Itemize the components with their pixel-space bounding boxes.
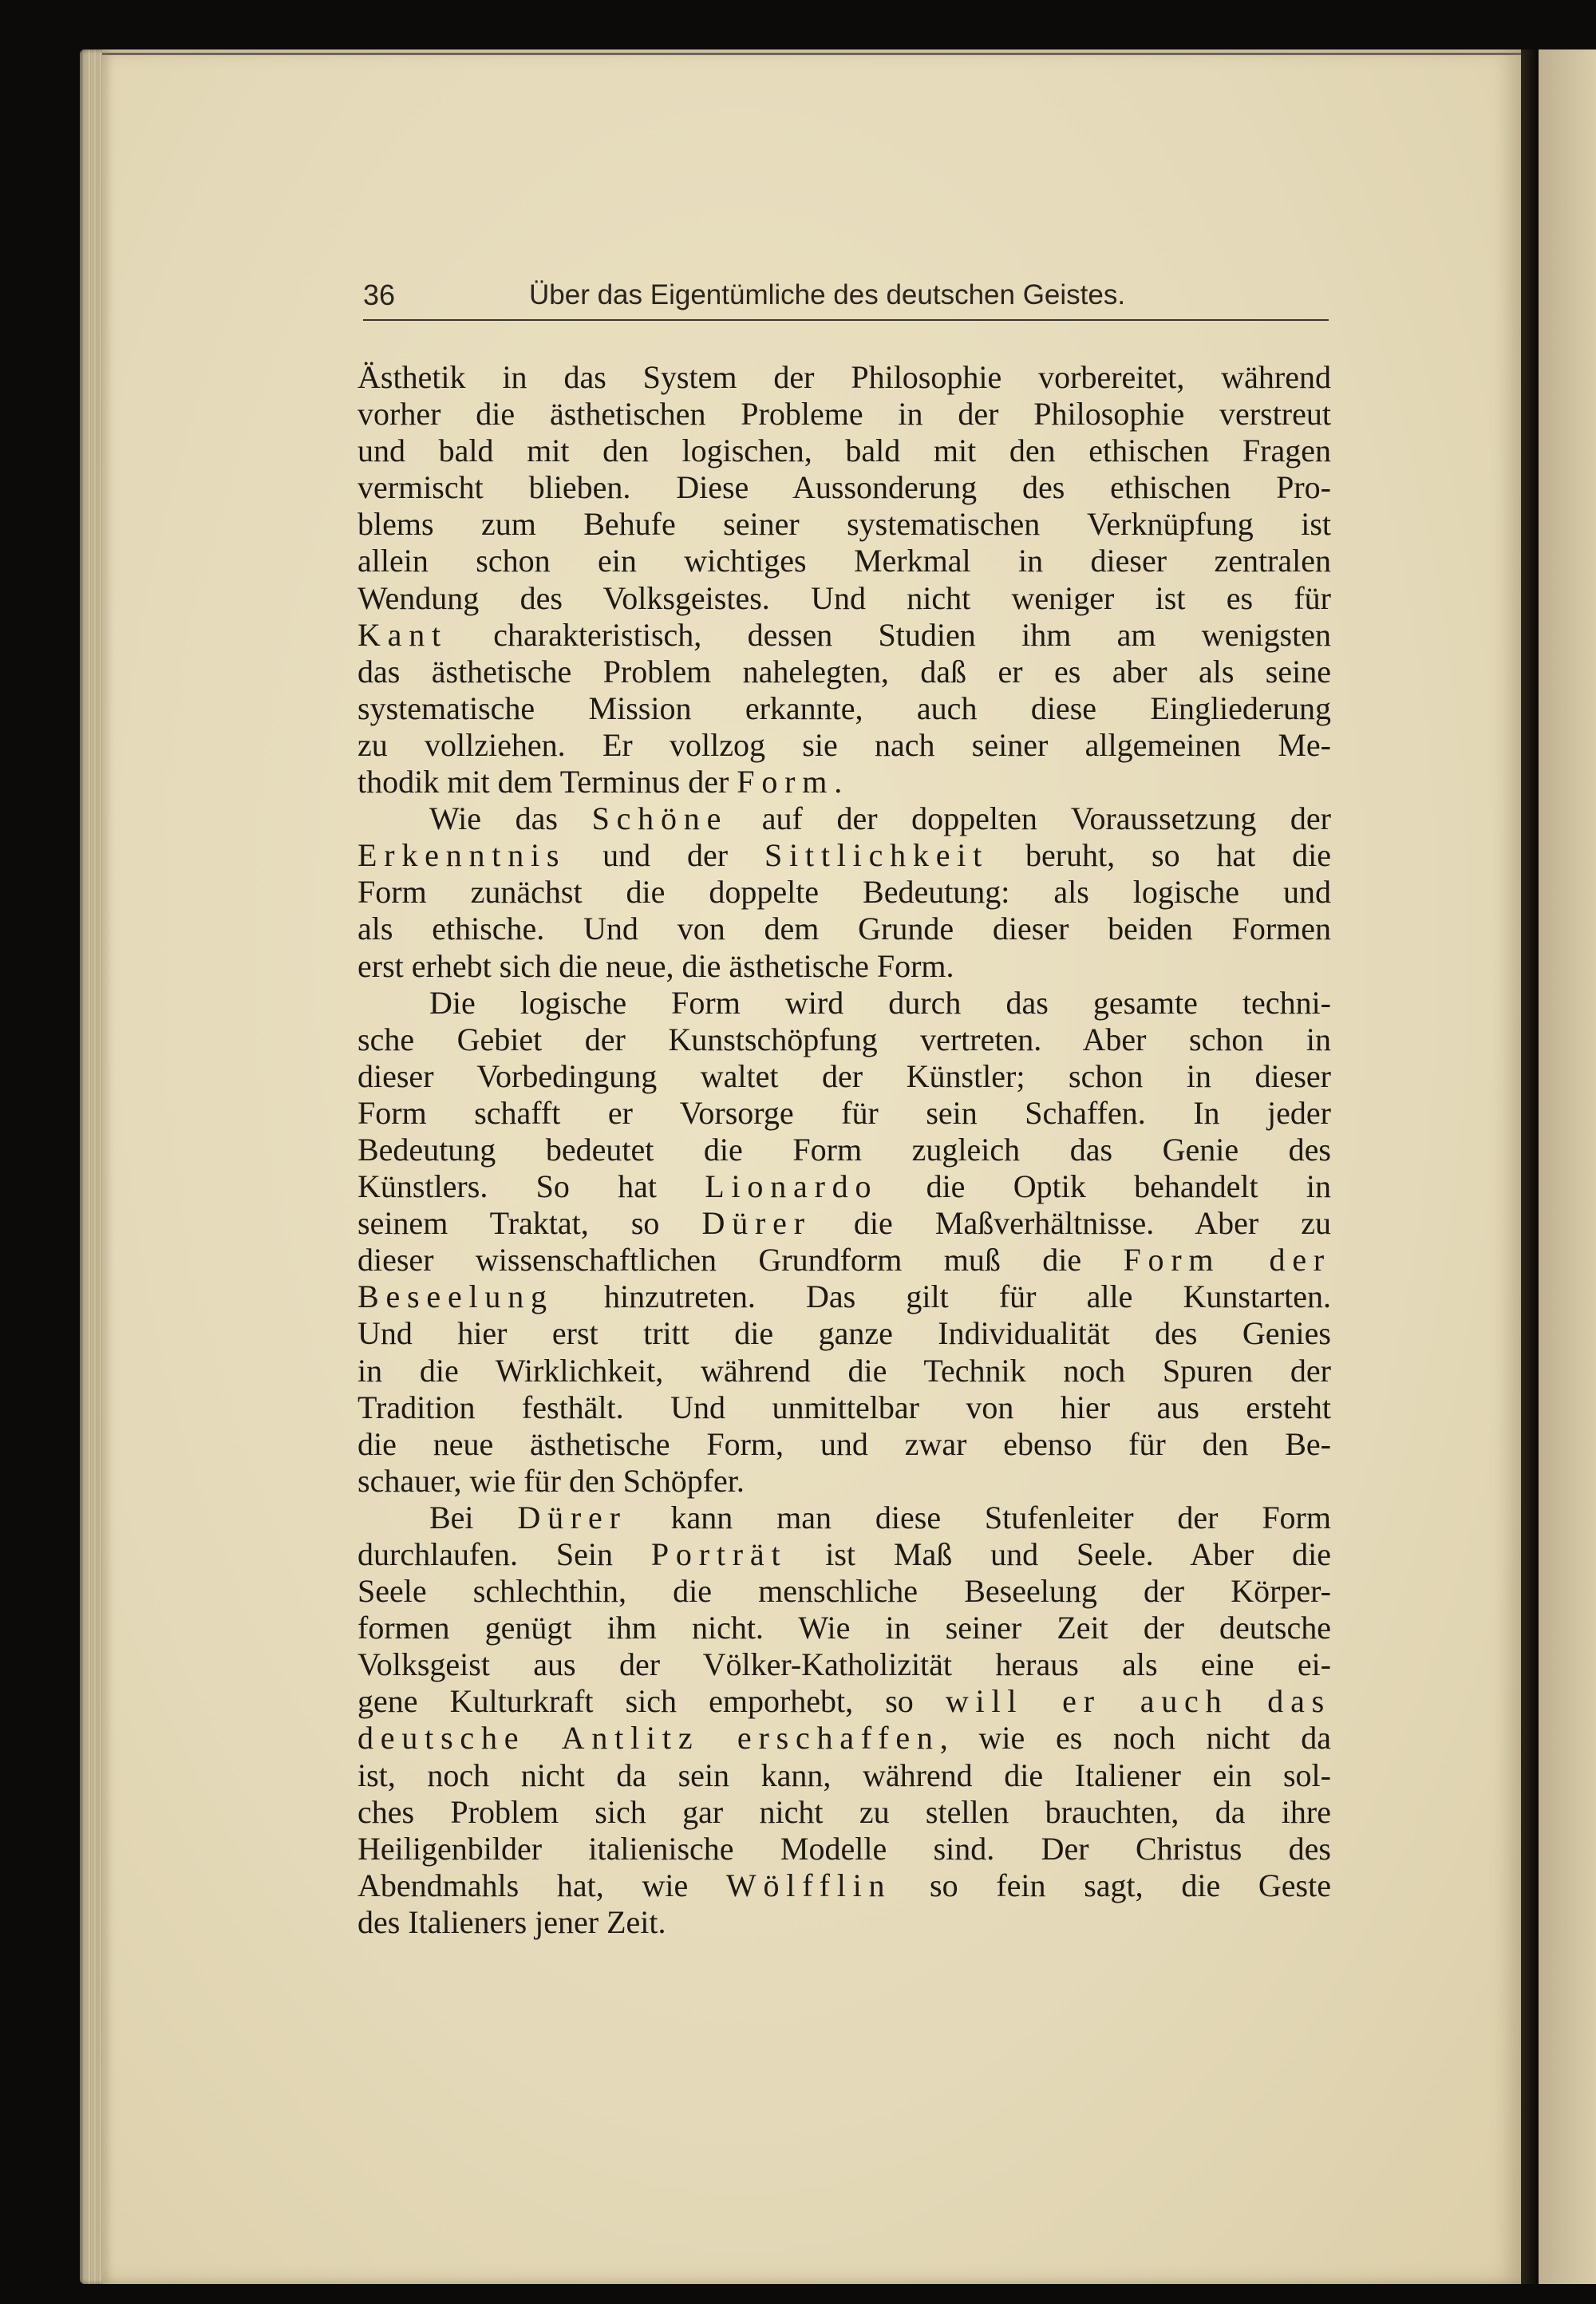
line-text: vorher die ästhetischen Probleme in der Philosophie verstreut <box>358 396 1331 433</box>
line-text: dieser Vorbedingung waltet der Künstler; schon in dieser <box>358 1057 1331 1094</box>
text-line <box>358 874 1331 911</box>
line-text: als ethische. Und von dem Grunde dieser beiden Formen <box>358 911 1331 947</box>
line-text: durchlaufen. Sein <box>358 1536 651 1572</box>
text-line <box>358 543 1331 579</box>
text-line <box>358 1573 1331 1610</box>
text-line <box>358 1463 1331 1500</box>
text-line <box>358 1794 1331 1831</box>
text-line <box>358 1646 1331 1683</box>
line-text: vermischt blieben. Diese Aussonderung des ethischen Pro- <box>358 469 1331 506</box>
spaced-emphasis-text: deutsche Antlitz erschaffen <box>358 1720 940 1757</box>
line-text: Und hier erst tritt die ganze Individualität des Genies <box>358 1315 1331 1352</box>
text-line <box>358 396 1331 433</box>
spaced-emphasis-text: Dürer <box>517 1499 627 1535</box>
text-line <box>358 1904 1331 1941</box>
line-text: zu vollziehen. Er vollzog sie nach seiner allgemeinen Me- <box>358 726 1331 763</box>
line-text: blems zum Behufe seiner systematischen Verknüpfung ist <box>358 506 1331 543</box>
facing-page-edge <box>1539 49 1596 2284</box>
text-line <box>358 985 1331 1022</box>
line-text: Künstlers. So hat <box>358 1168 705 1205</box>
line-text: systematische Mission erkannte, auch diese Eingliederung <box>358 690 1331 726</box>
text-line <box>358 1831 1331 1867</box>
line-text: Bedeutung bedeutet die Form zugleich das Genie des <box>358 1131 1331 1168</box>
line-text: erst erhebt sich die neue, die ästhetische Form. <box>358 947 954 984</box>
text-line <box>358 580 1331 617</box>
line-text: formen genügt ihm nicht. Wie in seiner Zeit der deutsche <box>358 1610 1331 1646</box>
spaced-emphasis-text: Dürer <box>701 1205 812 1242</box>
line-text: allein schon ein wichtiges Merkmal in dieser zentralen <box>358 543 1331 579</box>
text-line <box>358 433 1331 469</box>
text-line <box>358 506 1331 543</box>
text-line <box>358 617 1331 654</box>
line-text: sche Gebiet der Kunstschöpfung vertreten. Aber schon in <box>358 1021 1331 1057</box>
line-text: und der <box>566 837 764 874</box>
line-text: charakteristisch, dessen Studien ihm am wenigsten <box>447 616 1331 653</box>
line-text: thodik mit dem Terminus der <box>358 764 737 800</box>
text-line <box>358 1720 1331 1757</box>
line-text: Abendmahls hat, wie <box>358 1867 726 1903</box>
line-text: und bald mit den logischen, bald mit den ethischen Fragen <box>358 433 1331 469</box>
text-line <box>358 1058 1331 1095</box>
spaced-emphasis-text: Form der <box>1123 1242 1331 1278</box>
line-text: Heiligenbilder italienische Modelle sind. Der Christus des <box>358 1830 1331 1867</box>
text-line <box>358 1536 1331 1573</box>
text-line <box>358 1132 1331 1168</box>
text-line <box>358 764 1331 800</box>
text-line <box>358 948 1331 985</box>
page-number: 36 <box>363 279 396 311</box>
line-text: die Maßverhältnisse. Aber zu <box>811 1205 1331 1242</box>
line-text: Bei <box>429 1499 518 1535</box>
text-line <box>358 1278 1331 1315</box>
line-text: in die Wirklichkeit, während die Technik noch Spuren der <box>358 1352 1331 1389</box>
spaced-emphasis-text: Form <box>737 764 835 800</box>
text-line <box>358 1242 1331 1278</box>
text-line <box>358 1022 1331 1058</box>
line-text: kann man diese Stufenleiter der Form <box>626 1499 1331 1535</box>
body-text <box>358 359 1331 1941</box>
spaced-emphasis-text: Porträt <box>650 1536 788 1572</box>
line-text: Form schafft er Vorsorge für sein Schaffen. In jeder <box>358 1094 1331 1131</box>
text-line <box>358 911 1331 947</box>
header-rule <box>363 319 1329 321</box>
spaced-emphasis-text: Wölfflin <box>725 1867 892 1903</box>
line-text: Wendung des Volksgeistes. Und nicht weniger ist es für <box>358 579 1331 616</box>
line-text: beruht, so hat die <box>989 837 1331 874</box>
text-line <box>358 654 1331 690</box>
text-line <box>358 1683 1331 1720</box>
line-text: auf der doppelten Voraussetzung der <box>728 800 1331 837</box>
line-text: . <box>834 764 843 800</box>
line-text: seinem Traktat, so <box>358 1205 702 1242</box>
line-text: , wie es noch nicht da <box>939 1720 1331 1757</box>
text-line <box>358 1389 1331 1426</box>
line-text: des Italieners jener Zeit. <box>358 1903 666 1940</box>
line-text: die neue ästhetische Form, und zwar ebenso für den Be- <box>358 1425 1331 1462</box>
text-line <box>358 1757 1331 1794</box>
spaced-emphasis-text: Beseelung <box>358 1278 554 1315</box>
text-line <box>358 1500 1331 1536</box>
line-text: die Optik behandelt in <box>878 1168 1331 1205</box>
line-text: Volksgeist aus der Völker-Katholizität heraus als eine ei- <box>358 1646 1331 1683</box>
line-text: Die logische Form wird durch das gesamte techni- <box>429 984 1331 1021</box>
spaced-emphasis-text: Sittlichkeit <box>764 837 990 874</box>
page-top-edge <box>102 53 1521 55</box>
line-text: ist Maß und Seele. Aber die <box>787 1536 1331 1572</box>
line-text: das ästhetische Problem nahelegten, daß er es aber als seine <box>358 653 1331 690</box>
text-line <box>358 1353 1331 1389</box>
line-text: Seele schlechthin, die menschliche Beseelung der Körper- <box>358 1573 1331 1610</box>
line-text: Ästhetik in das System der Philosophie vorbereitet, während <box>358 359 1331 395</box>
text-line <box>358 1610 1331 1646</box>
book-gutter <box>1521 49 1539 2284</box>
text-line <box>358 837 1331 874</box>
line-text: schauer, wie für den Schöpfer. <box>358 1462 745 1499</box>
line-text: Tradition festhält. Und unmittelbar von hier aus ersteht <box>358 1389 1331 1425</box>
line-text: Form zunächst die doppelte Bedeutung: als logische und <box>358 874 1331 911</box>
line-text: dieser wissenschaftlichen Grundform muß die <box>358 1242 1124 1278</box>
line-text: Wie das <box>429 800 592 837</box>
line-text: ist, noch nicht da sein kann, während die Italiener ein sol- <box>358 1757 1331 1793</box>
text-line <box>358 359 1331 396</box>
text-line <box>358 727 1331 764</box>
line-text: hinzutreten. Das gilt für alle Kunstarten. <box>553 1278 1331 1315</box>
line-text: gene Kulturkraft sich emporhebt, so <box>358 1683 946 1720</box>
text-line <box>358 1095 1331 1132</box>
line-text: ches Problem sich gar nicht zu stellen brauchten, da ihre <box>358 1793 1331 1830</box>
spaced-emphasis-text: will er auch das <box>945 1683 1331 1720</box>
spaced-emphasis-text: Kant <box>358 616 448 653</box>
page-header <box>363 273 1329 318</box>
text-line <box>358 1205 1331 1242</box>
text-line <box>358 1867 1331 1904</box>
text-line <box>358 1315 1331 1352</box>
text-line <box>358 469 1331 506</box>
text-line <box>358 690 1331 727</box>
text-line <box>358 1168 1331 1205</box>
text-line <box>358 1426 1331 1463</box>
spaced-emphasis-text: Erkenntnis <box>358 837 567 874</box>
text-line <box>358 800 1331 837</box>
spaced-emphasis-text: Schöne <box>591 800 729 837</box>
spaced-emphasis-text: Lionardo <box>705 1168 879 1205</box>
line-text: so fein sagt, die Geste <box>891 1867 1331 1903</box>
running-head: Über das Eigentümliche des deutschen Geistes. <box>529 279 1126 310</box>
